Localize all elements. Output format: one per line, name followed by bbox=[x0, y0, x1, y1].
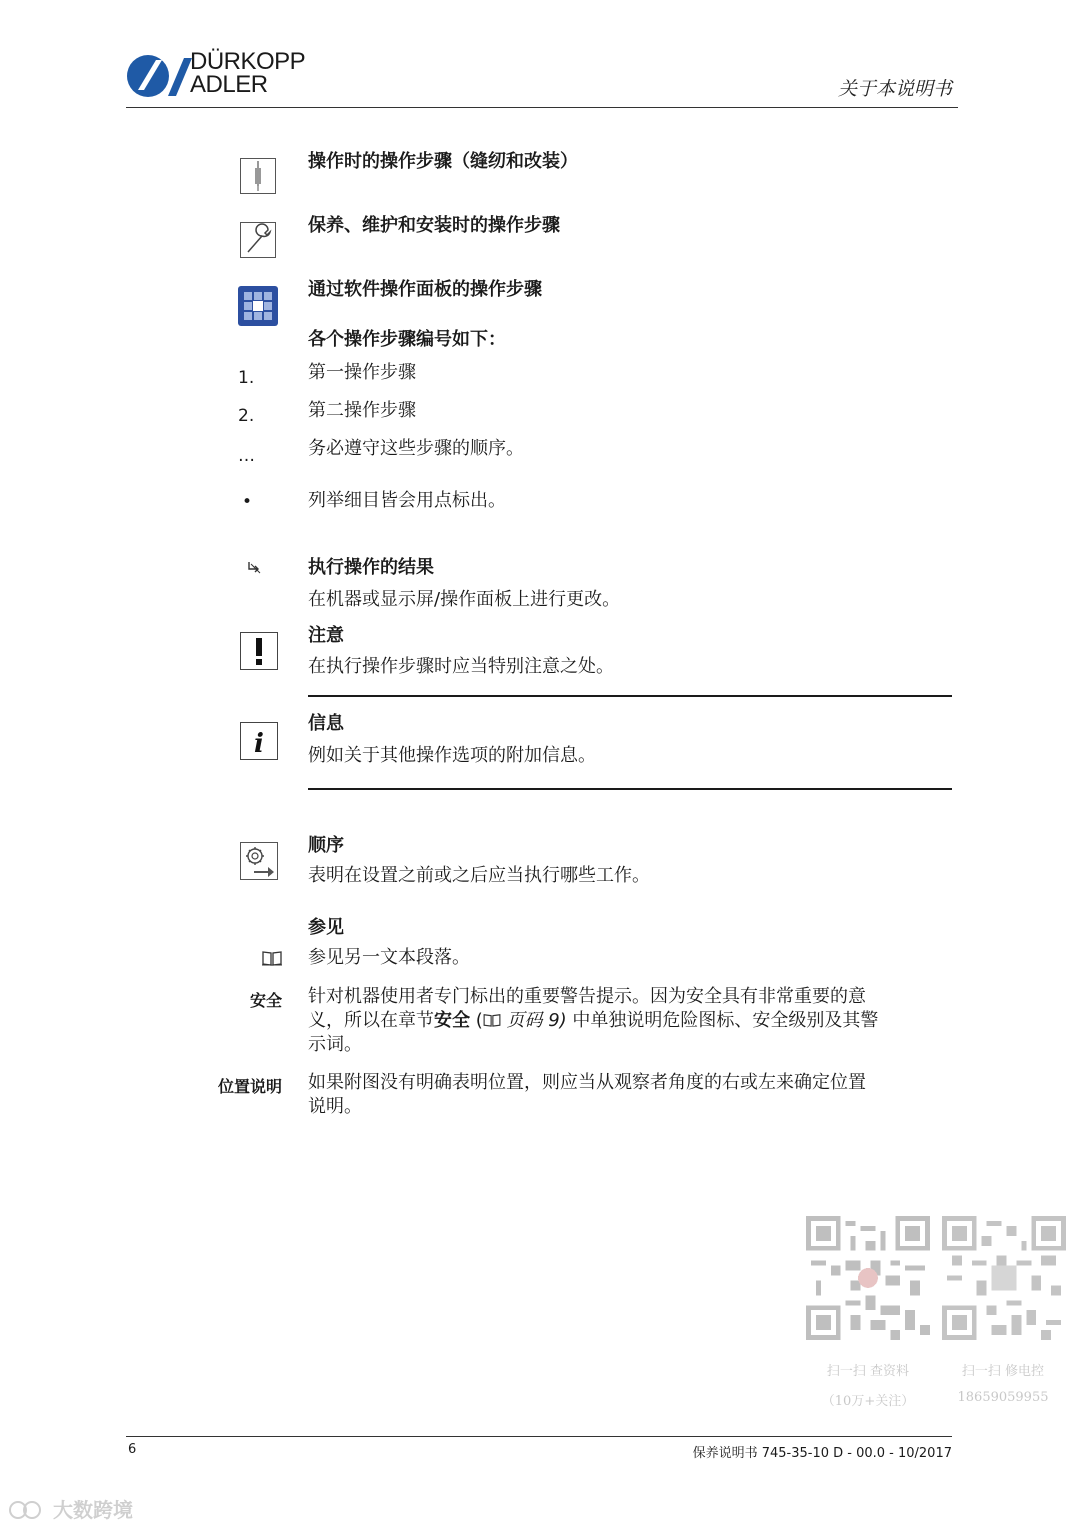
bullet-marker: • bbox=[242, 492, 253, 512]
safety-paren: ( bbox=[470, 1010, 483, 1031]
info-title: 信息 bbox=[308, 713, 344, 734]
order-text: 务必遵守这些步骤的顺序。 bbox=[308, 438, 524, 459]
sewing-needle-icon bbox=[240, 158, 276, 194]
safety-label: 安全 bbox=[249, 991, 282, 1010]
gear-arrow-icon bbox=[240, 842, 278, 880]
info-icon bbox=[240, 722, 278, 760]
step-number-1: 1. bbox=[238, 368, 255, 388]
svg-text:i: i bbox=[254, 729, 264, 759]
sequence-text: 表明在设置之前或之后应当执行哪些工作。 bbox=[308, 865, 650, 886]
software-procedure-text: 通过软件操作面板的操作步骤 bbox=[308, 279, 542, 300]
safety-paragraph bbox=[308, 985, 958, 1057]
sewing-procedure-text: 操作时的操作步骤（缝纫和改装） bbox=[308, 151, 578, 172]
seealso-title: 参见 bbox=[308, 917, 344, 938]
result-text: 在机器或显示屏/操作面板上进行更改。 bbox=[308, 589, 621, 610]
safety-line-1: 针对机器使用者专门标出的重要警告提示。因为安全具有非常重要的意 bbox=[308, 986, 866, 1007]
control-panel-icon bbox=[238, 286, 278, 326]
bullet-text: 列举细目皆会用点标出。 bbox=[308, 490, 506, 511]
info-text: 例如关于其他操作选项的附加信息。 bbox=[308, 745, 596, 766]
maintenance-procedure-text: 保养、维护和安装时的操作步骤 bbox=[308, 215, 560, 236]
qr-left-caption-1: 扫一扫 查资料 bbox=[826, 1364, 910, 1379]
exclamation-icon bbox=[240, 632, 278, 670]
watermark-text: 大数跨境 bbox=[52, 1498, 133, 1522]
steps-heading: 各个操作步骤编号如下： bbox=[308, 329, 506, 350]
safety-line-3: 示词。 bbox=[308, 1034, 362, 1055]
qr-right-caption-1: 扫一扫 修电控 bbox=[961, 1364, 1045, 1379]
watermark bbox=[8, 1494, 133, 1523]
brand-line-1: DÜRKOPP bbox=[190, 48, 306, 75]
book-ref-icon bbox=[483, 1013, 501, 1027]
step-number-2: 2. bbox=[238, 406, 255, 426]
ellipsis-marker: … bbox=[238, 446, 255, 466]
watermark-logo-icon bbox=[8, 1499, 46, 1521]
qr-code-left bbox=[806, 1216, 930, 1340]
sequence-title: 顺序 bbox=[308, 835, 344, 856]
position-line-1: 如果附图没有明确表明位置，则应当从观察者角度的右或左来确定位置 bbox=[308, 1072, 866, 1093]
safety-line-2-start: 义，所以在章节 bbox=[308, 1010, 434, 1031]
position-label: 位置说明 bbox=[217, 1077, 282, 1096]
brand-line-2: ADLER bbox=[190, 71, 268, 98]
step-text-2: 第二操作步骤 bbox=[308, 400, 416, 421]
page-header-title: 关于本说明书 bbox=[837, 78, 952, 100]
attention-title: 注意 bbox=[308, 625, 344, 646]
position-paragraph bbox=[308, 1071, 958, 1119]
wrench-icon bbox=[240, 222, 276, 258]
safety-page-ref[interactable]: 页码 9) bbox=[506, 1010, 567, 1031]
info-top-rule bbox=[308, 695, 952, 697]
info-bottom-rule bbox=[308, 788, 952, 790]
footer-divider bbox=[126, 1436, 952, 1437]
result-title: 执行操作的结果 bbox=[308, 557, 434, 578]
step-text-1: 第一操作步骤 bbox=[308, 362, 416, 383]
seealso-text: 参见另一文本段落。 bbox=[308, 947, 470, 968]
qr-right-caption-2: 18659059955 bbox=[957, 1390, 1049, 1405]
brand-name bbox=[190, 50, 305, 96]
qr-left-caption-2: （10万+关注） bbox=[821, 1394, 915, 1409]
safety-chapter-link[interactable]: 安全 bbox=[434, 1010, 470, 1031]
page-number: 6 bbox=[128, 1442, 137, 1457]
result-arrow-icon bbox=[246, 560, 264, 576]
position-line-2: 说明。 bbox=[308, 1096, 362, 1117]
safety-line-2-end: 中单独说明危险图标、安全级别及其警 bbox=[566, 1010, 879, 1031]
document-info: 保养说明书 745-35-10 D - 00.0 - 10/2017 bbox=[692, 1446, 952, 1461]
book-icon bbox=[262, 950, 282, 966]
header-divider bbox=[126, 107, 958, 108]
attention-text: 在执行操作步骤时应当特别注意之处。 bbox=[308, 656, 614, 677]
safety-line-2 bbox=[308, 1009, 958, 1033]
qr-code-right bbox=[942, 1216, 1066, 1340]
